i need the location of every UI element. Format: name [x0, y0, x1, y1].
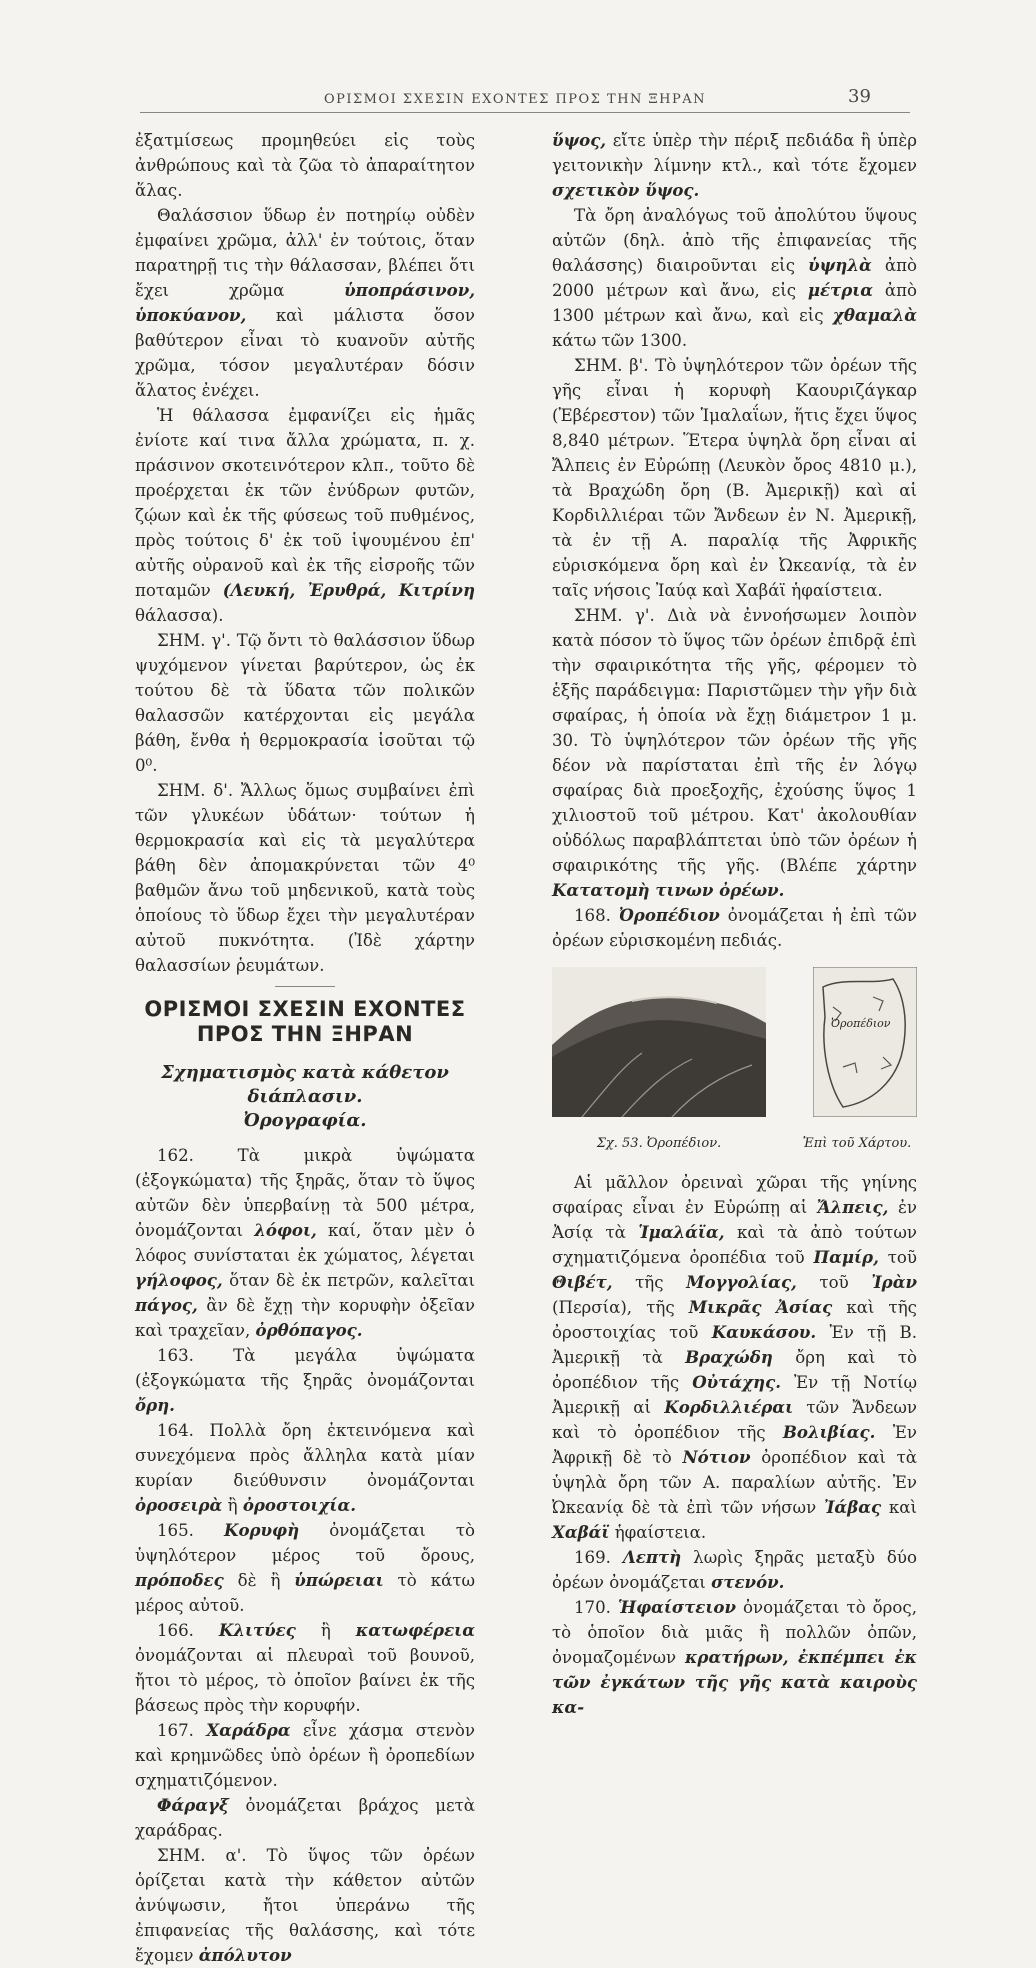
- paragraph: Ἡ θάλασσα ἐμφανίζει εἰς ἡμᾶς ἐνίοτε καί τινα ἄλλα χρώματα, π. χ. πράσινον σκοτεινότερον κλπ., τοῦτο δὲ προέρχεται ἐκ τῶν ἐνύδρων φυτῶν, ζῴων καὶ ἐκ τῆς φύσεως τοῦ πυθμένος, πρὸς τούτοις δ' ἐκ τοῦ ἱψουμένου ἐπ' αὐτῆς οὐρανοῦ καὶ ἐκ τῆς εἰσροῆς τῶν ποταμῶν (Λευκή, Ἐρυθρά, Κιτρίνη θάλασσα).: [135, 406, 476, 625]
- plateau-map-illustration: [813, 967, 917, 1125]
- running-head: ΟΡΙΣΜΟΙ ΣΧΕΣΙΝ ΕΧΟΝΤΕΣ ΠΡΟΣ ΤΗΝ ΞΗΡΑΝ: [323, 92, 707, 107]
- caption-left: Σχ. 53. Ὀροπέδιον.: [596, 1136, 722, 1151]
- map-label: Ὀροπέδιον: [831, 1017, 891, 1030]
- note: ΣΗΜ. δ'. Ἄλλως ὅμως συμβαίνει ἐπὶ τῶν γλυκέων ὑδάτων· τούτων ἡ θερμοκρασία καὶ εἰς τὰ μεγαλύτερα βάθη δὲν ἀπομακρύνεται τῶν 4⁰ βαθμῶν ἄνω τοῦ μηδενικοῦ, κατὰ τοὺς ὁποίους τὸ ὕδωρ ἔχει τὴν μεγαλυτέραν αὐτοῦ πυκνότητα. (Ἰδὲ χάρτην θαλασσίων ῥευμάτων.: [135, 781, 475, 975]
- paragraph-167: 167. Χαράδρα εἶνε χάσμα στενὸν καὶ κρημνῶδες ὑπὸ ὀρέων ἢ ὀροπεδίων σχηματιζόμενον.: [135, 1720, 475, 1790]
- paragraph-163: 163. Τὰ μεγάλα ὑψώματα (ἐξογκώματα τῆς ξηρᾶς ὀνομάζονται ὄρη.: [135, 1346, 475, 1415]
- paragraph: Αἱ μᾶλλον ὀρειναὶ χῶραι τῆς γηίνης σφαίρας εἶναι ἐν Εὐρώπῃ αἱ Ἄλπεις, ἐν Ἀσίᾳ τὰ Ἱμαλάϊα, καὶ τὰ ἀπὸ τούτων σχηματιζόμενα ὀροπέδια τοῦ Παμίρ, τοῦ Θιβέτ, τῆς Μογγολίας, τοῦ Ἰρὰν (Περσία), τῆς Μικρᾶς Ἀσίας καὶ τῆς ὀροστοιχίας τοῦ Καυκάσου. Ἐν τῇ Β. Ἀμερικῇ τὰ Βραχώδη ὄρη καὶ τὸ ὀροπέδιον τῆς Οὐτάχης. Ἐν τῇ Νοτίῳ Ἀμερικῇ αἱ Κορδιλλιέραι τῶν Ἄνδεων καὶ τὸ ὀροπέδιον τῆς Βολιβίας. Ἐν Ἀφρικῇ δὲ τὸ Νότιον ὀροπέδιον καὶ τὰ ὑψηλὰ ὄρη τῶν Α. παραλίων αὐτῆς. Ἐν Ὠκεανίᾳ δὲ τὰ ἐπὶ τῶν νήσων Ἰάβας καὶ Χαβάϊ ἡφαίστεια.: [552, 1173, 918, 1542]
- paragraph-166: 166. Κλιτύες ἢ κατωφέρεια ὀνομάζονται αἱ πλευραὶ τοῦ βουνοῦ, ἤτοι τὸ μέρος, τὸ ὁποῖον βαίνει ἐκ τῆς βάσεως πρὸς τὴν κορυφήν.: [135, 1620, 475, 1715]
- plateau-illustration: [552, 967, 766, 1125]
- paragraph-170: 170. Ἡφαίστειον ὀνομάζεται τὸ ὄρος, τὸ ὁποῖον διὰ μιᾶς ἢ πολλῶν ὀπῶν, ὀνομαζομένων κρατήρων, ἐκπέμπει ἐκ τῶν ἐγκάτων τῆς γῆς κατὰ καιροὺς κα-: [552, 1597, 917, 1717]
- paragraph-162: 162. Τὰ μικρὰ ὑψώματα (ἐξογκώματα) τῆς ξηρᾶς, ὅταν τὸ ὕψος αὐτῶν δὲν ὑπερβαίνῃ τὰ 500 μέτρα, ὀνομάζονται λόφοι, καί, ὅταν μὲν ὁ λόφος συνίσταται ἐκ χώματος, λέγεται γήλοφος, ὅταν δὲ ἐκ πετρῶν, καλεῖται πάγος, ἂν δὲ ἔχῃ τὴν κορυφὴν ὀξεῖαν καὶ τραχεῖαν, ὀρθόπαγος.: [135, 1146, 476, 1340]
- section-title: ΟΡΙΣΜΟΙ ΣΧΕΣΙΝ ΕΧΟΝΤΕΣ ΠΡΟΣ ΤΗΝ ΞΗΡΑΝ: [144, 997, 466, 1046]
- figure-captions: [552, 1131, 917, 1156]
- note: ΣΗΜ. γ'. Διὰ νὰ ἐννοήσωμεν λοιπὸν κατὰ πόσον τὸ ὕψος τῶν ὀρέων ἐπιδρᾷ ἐπὶ τὴν σφαιρικότητα τῆς γῆς, φέρομεν τὸ ἑξῆς παράδειγμα: Παριστῶμεν τὴν γῆν διὰ σφαίρας, ἡ ὁποία νὰ ἔχῃ διάμετρον 1 μ. 30. Τὸ ὑψηλότερον τῶν ὀρέων τῆς γῆς δέον νὰ παρίσταται ἐπὶ τῆς ἐν λόγῳ σφαίρας διὰ προεξοχῆς, ἐχούσης ὕψος 1 χιλιοστοῦ τοῦ μέτρου. Κατ' ἀκολουθίαν οὐδόλως παραβλάπτεται ὑπὸ τῶν ὀρέων ἡ σφαιρικότης τῆς γῆς. (Βλέπε χάρτην Κατατομὴ τινων ὀρέων.: [552, 606, 917, 900]
- note: ΣΗΜ. α'. Τὸ ὕψος τῶν ὀρέων ὁρίζεται κατὰ τὴν κάθετον αὐτῶν ἀνύψωσιν, ἤτοι ὑπεράνω τῆς ἐπιφανείας τῆς θαλάσσης, καὶ τότε ἔχομεν ἀπόλυτον: [135, 1846, 475, 1965]
- paragraph-faragx: Φάραγξ ὀνομάζεται βράχος μετὰ χαράδρας.: [135, 1795, 475, 1840]
- figure-row: [552, 967, 917, 1125]
- caption-right: Ἐπὶ τοῦ Χάρτου.: [802, 1136, 912, 1151]
- paragraph: Θαλάσσιον ὕδωρ ἐν ποτηρίῳ οὐδὲν ἐμφαίνει χρῶμα, ἀλλ' ἐν τούτοις, ὅταν παρατηρῇ τις τὴν θάλασσαν, βλέπει ὅτι ἔχει χρῶμα ὑποπράσινον, ὑποκύανον, καὶ μάλιστα ὅσον βαθύτερον εἶναι τὸ κυανοῦν αὐτῆς χρῶμα, τόσον μεγαλυτέραν δόσιν ἅλατος ἐνέχει.: [135, 206, 475, 400]
- paragraph: Τὰ ὄρη ἀναλόγως τοῦ ἀπολύτου ὕψους αὐτῶν (δηλ. ἀπὸ τῆς ἐπιφανείας τῆς θαλάσσης) διαιροῦνται εἰς ὑψηλὰ ἀπὸ 2000 μέτρων καὶ ἄνω, εἰς μέτρια ἀπὸ 1300 μέτρων καὶ ἄνω, καὶ εἰς χθαμαλὰ κάτω τῶν 1300.: [552, 206, 917, 350]
- right-column: [552, 128, 917, 1720]
- paragraph: ὕψος, εἴτε ὑπὲρ τὴν πέριξ πεδιάδα ἢ ὑπὲρ γειτονικὴν λίμνην κτλ., καὶ τότε ἔχομεν σχετικὸν ὕψος.: [552, 130, 917, 200]
- header-rule: [140, 112, 910, 113]
- paragraph-165: 165. Κορυφὴ ὀνομάζεται τὸ ὑψηλότερον μέρος τοῦ ὄρους, πρόποδες δὲ ἢ ὑπώρειαι τὸ κάτω μέρος αὐτοῦ.: [135, 1520, 475, 1615]
- subheading: Σχηματισμὸς κατὰ κάθετον διάπλασιν. Ὀρογραφία.: [161, 1062, 449, 1131]
- note: ΣΗΜ. β'. Τὸ ὑψηλότερον τῶν ὀρέων τῆς γῆς εἶναι ἡ κορυφὴ Καουριζάγκαρ (Ἐβέρεστον) τῶν Ἱμαλαΐων, ἥτις ἔχει ὕψος 8,840 μέτρων. Ἕτερα ὑψηλὰ ὄρη εἶναι αἱ Ἄλπεις ἐν Εὐρώπῃ (Λευκὸν ὄρος 4810 μ.), τὰ Βραχώδη ὄρη (Β. Ἀμερικῇ) καὶ αἱ Κορδιλλιέραι τῶν Ἄνδεων ἐν Ν. Ἀμερικῇ, τὰ ἐν τῇ Α. παραλίᾳ τῆς Ἀφρικῆς εὑρισκόμενα ὄρη καὶ ἐν Ὠκεανίᾳ, τὰ ἐν ταῖς νήσοις Ἰαύᾳ καὶ Χαβάϊ ἡφαίστεια.: [552, 356, 917, 600]
- paragraph: ἐξατμίσεως προμηθεύει εἰς τοὺς ἀνθρώπους καὶ τὰ ζῶα τὸ ἀπαραίτητον ἅλας.: [135, 131, 475, 200]
- paragraph-164: 164. Πολλὰ ὄρη ἐκτεινόμενα καὶ συνεχόμενα πρὸς ἄλληλα κατὰ μίαν κυρίαν διεύθυνσιν ὀνομάζονται ὀροσειρὰ ἢ ὀροστοιχία.: [135, 1421, 475, 1515]
- left-column: [135, 128, 475, 1968]
- paragraph-169: 169. Λεπτὴ λωρὶς ξηρᾶς μεταξὺ δύο ὀρέων ὀνομάζεται στενόν.: [552, 1547, 917, 1592]
- paragraph-168: 168. Ὀροπέδιον ὀνομάζεται ἡ ἐπὶ τῶν ὀρέων εὑρισκομένη πεδιάς.: [552, 905, 917, 950]
- divider: [275, 986, 335, 987]
- page-number: 39: [848, 86, 871, 107]
- note: ΣΗΜ. γ'. Τῷ ὄντι τὸ θαλάσσιον ὕδωρ ψυχόμενον γίνεται βαρύτερον, ὡς ἐκ τούτου δὲ τὰ ὕδατα τῶν πολικῶν θαλασσῶν κατέρχονται εἰς μεγάλα βάθη, ἔνθα ἡ θερμοκρασία ἰσοῦται τῷ 0⁰.: [135, 631, 475, 775]
